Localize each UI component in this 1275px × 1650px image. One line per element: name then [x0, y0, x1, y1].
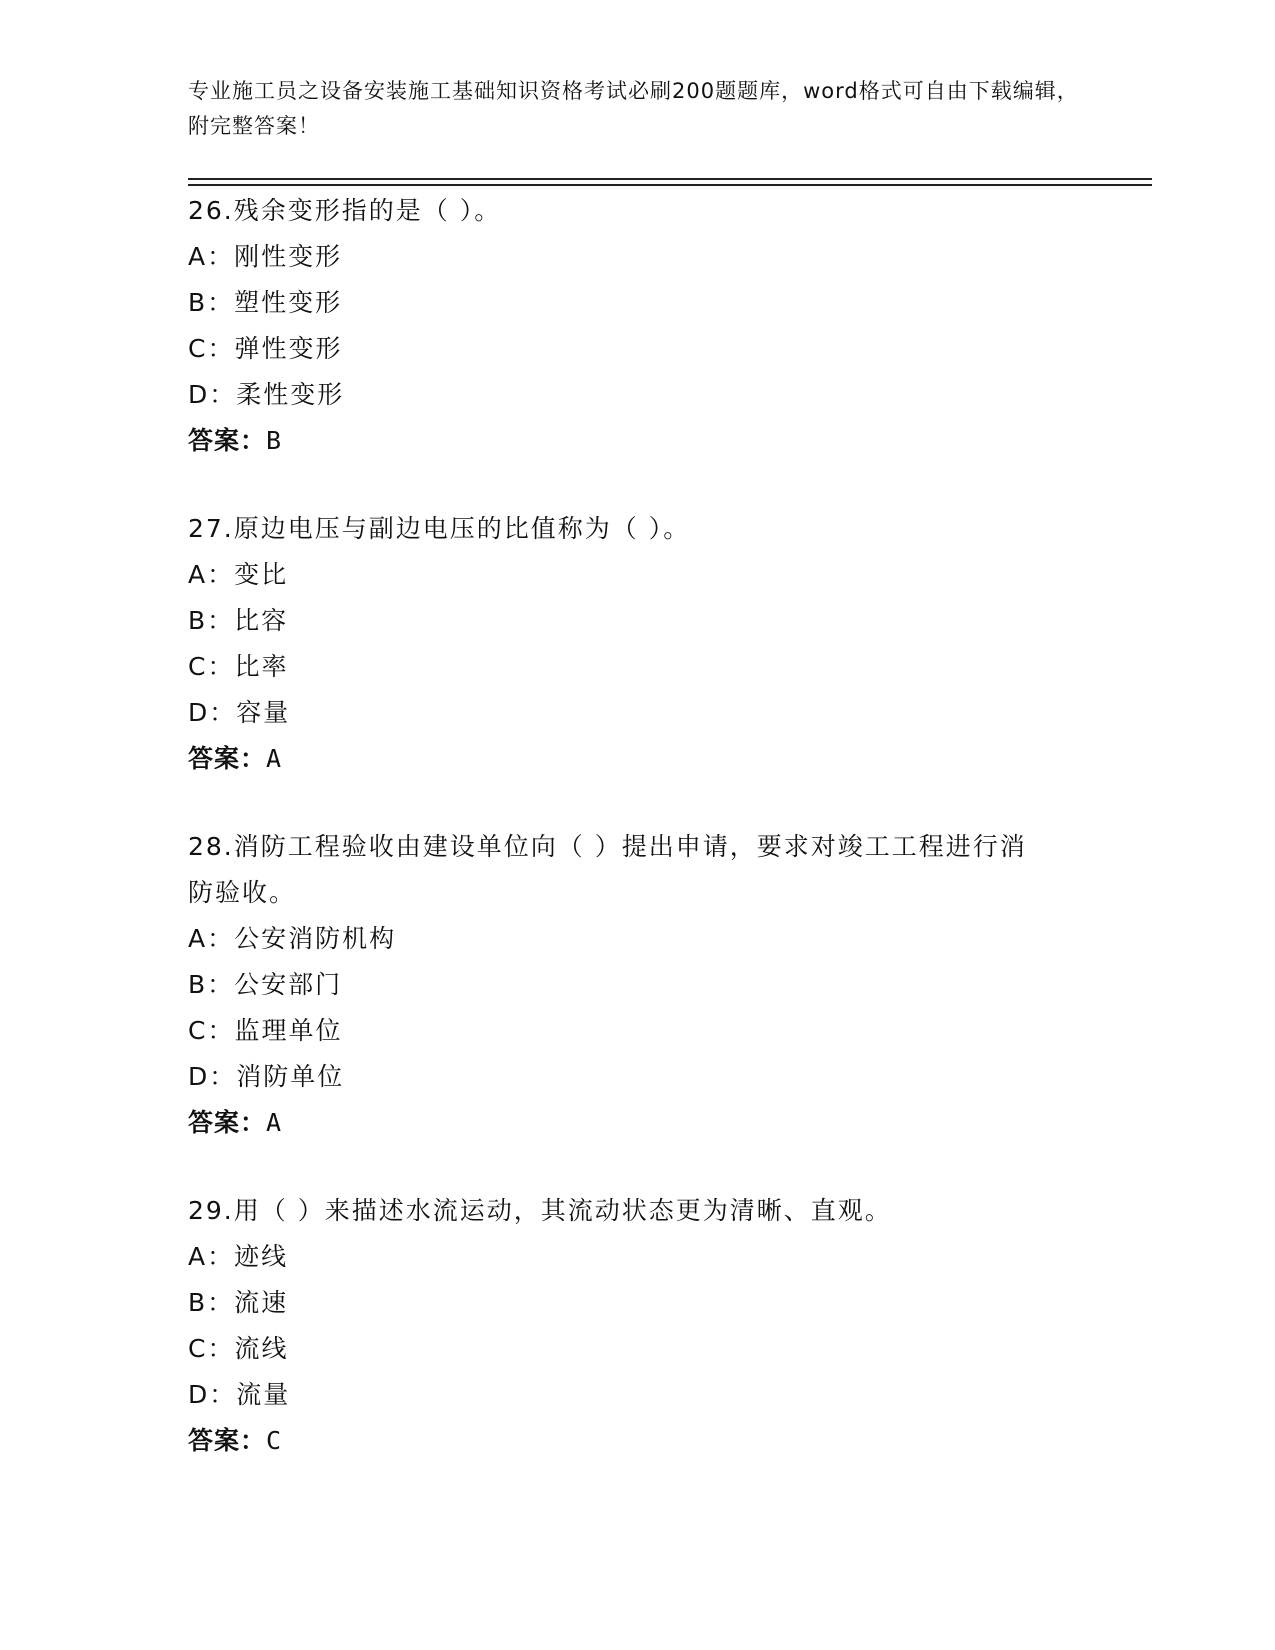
header-divider-top: [188, 178, 1152, 180]
answer-value: A: [266, 744, 283, 773]
option-d: D：柔性变形: [188, 380, 345, 409]
answer-line: [188, 1100, 1088, 1146]
answer-value: A: [266, 1108, 283, 1137]
answer-label: 答案：: [188, 426, 267, 455]
question-29: [188, 1188, 1088, 1464]
header-divider-bottom: [188, 184, 1152, 186]
option-c: C：弹性变形: [188, 334, 343, 363]
option-b: B：塑性变形: [188, 288, 343, 317]
question-26: [188, 188, 1088, 464]
answer-label: 答案：: [188, 1108, 267, 1137]
option-c: C：流线: [188, 1334, 289, 1363]
answer-value: B: [266, 426, 283, 455]
header-title: 专业施工员之设备安装施工基础知识资格考试必刷200题题库，word格式可自由下载编辑，附完整答案！: [188, 79, 1079, 138]
question-stem: 26.残余变形指的是（ ）。: [188, 196, 502, 225]
option-d: D：流量: [188, 1380, 291, 1409]
option-a: A：刚性变形: [188, 242, 343, 271]
answer-value: C: [266, 1426, 283, 1455]
option-a: A：公安消防机构: [188, 924, 397, 953]
document-header: [188, 74, 1088, 144]
option-a: A：变比: [188, 560, 289, 589]
question-27: [188, 506, 1088, 782]
option-a: A：迹线: [188, 1242, 289, 1271]
answer-line: [188, 418, 1088, 464]
option-d: D：消防单位: [188, 1062, 345, 1091]
option-c: C：监理单位: [188, 1016, 343, 1045]
answer-label: 答案：: [188, 744, 267, 773]
option-d: D：容量: [188, 698, 291, 727]
question-28: [188, 824, 1088, 1146]
question-stem: 28.消防工程验收由建设单位向（ ）提出申请，要求对竣工工程进行消防验收。: [188, 832, 1027, 907]
option-b: B：比容: [188, 606, 289, 635]
answer-line: [188, 1418, 1088, 1464]
answer-line: [188, 736, 1088, 782]
question-stem: 29.用（ ）来描述水流运动，其流动状态更为清晰、直观。: [188, 1196, 892, 1225]
option-b: B：公安部门: [188, 970, 343, 999]
answer-label: 答案：: [188, 1426, 267, 1455]
question-stem: 27.原边电压与副边电压的比值称为（ ）。: [188, 514, 691, 543]
option-c: C：比率: [188, 652, 289, 681]
option-b: B：流速: [188, 1288, 289, 1317]
